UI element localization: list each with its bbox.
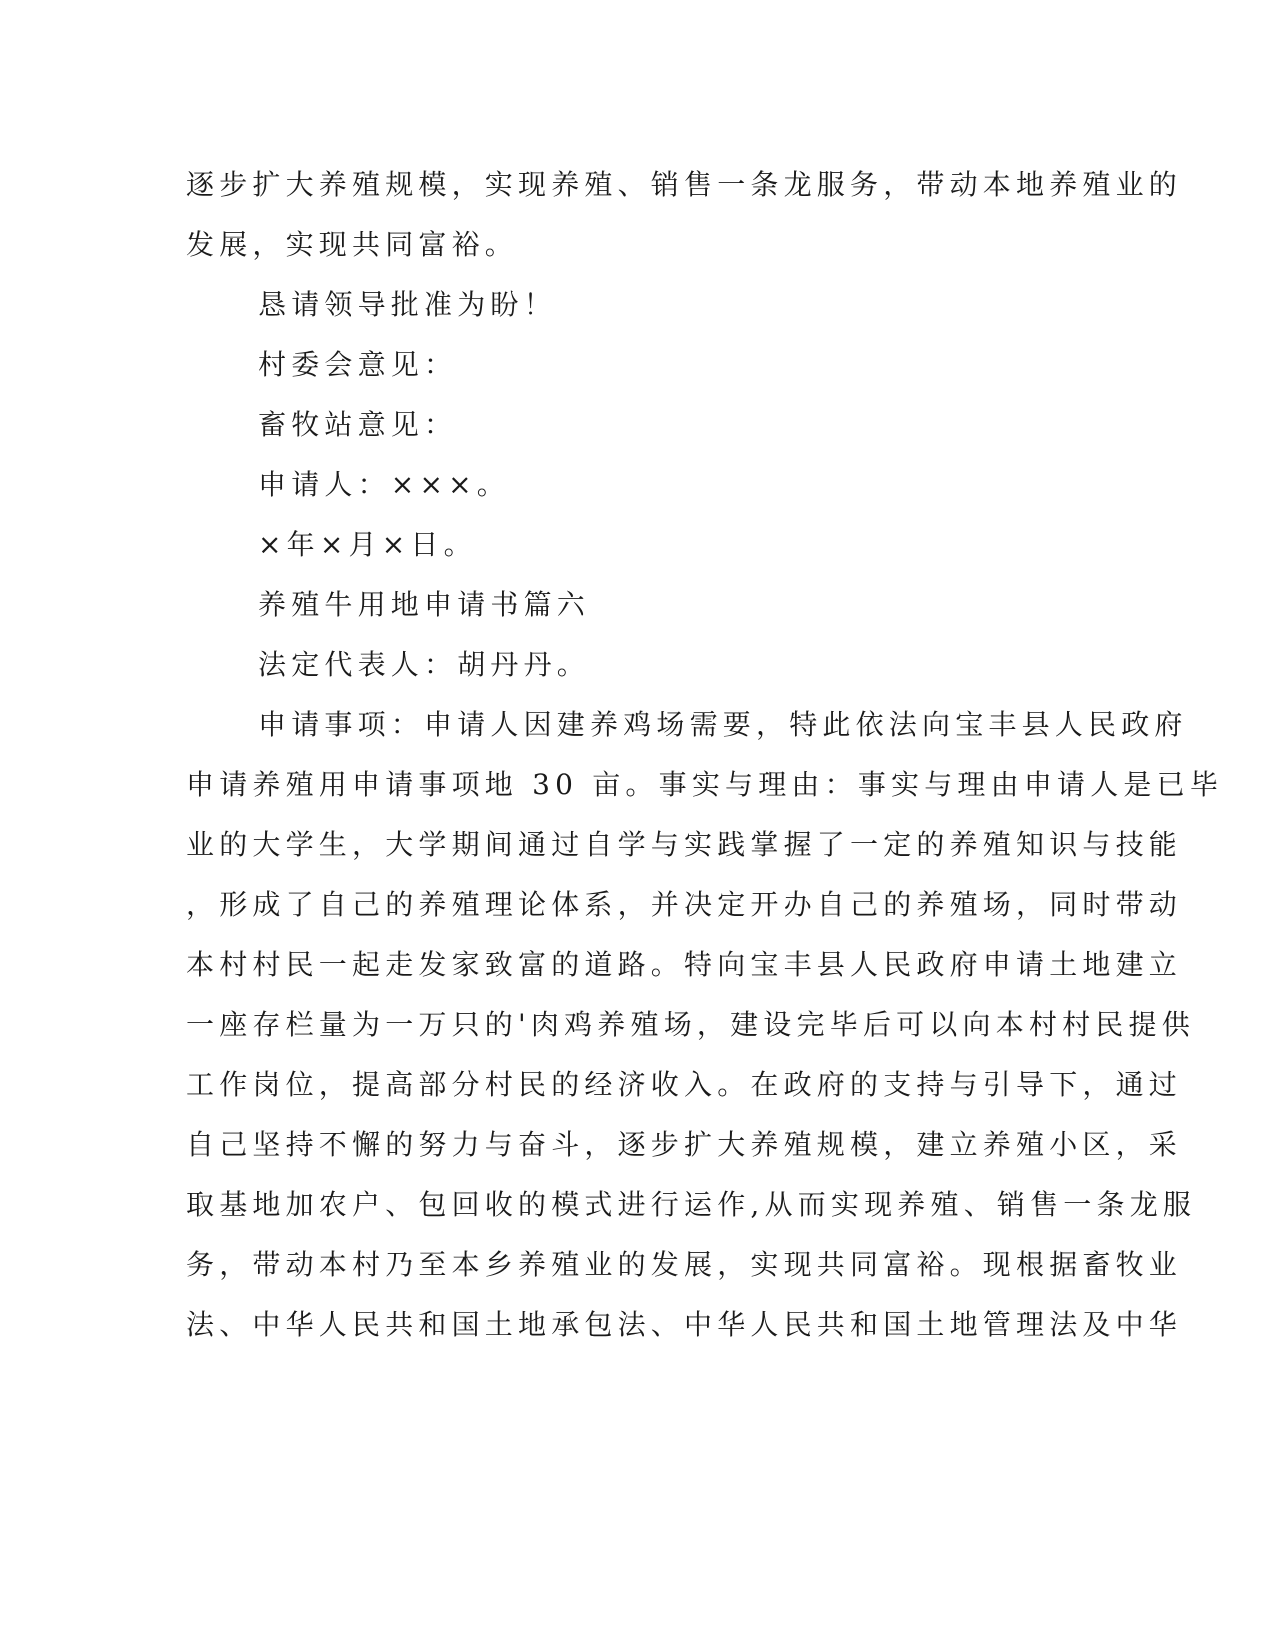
text-line: 本村村民一起走发家致富的道路。特向宝丰县人民政府申请土地建立 bbox=[186, 948, 1183, 981]
section-heading: 养殖牛用地申请书篇六 bbox=[258, 588, 591, 621]
text-line: 务，带动本村乃至本乡养殖业的发展，实现共同富裕。现根据畜牧业 bbox=[186, 1248, 1183, 1281]
text-line: 工作岗位，提高部分村民的经济收入。在政府的支持与引导下，通过 bbox=[186, 1068, 1183, 1101]
text-line: 取基地加农户、包回收的模式进行运作,从而实现养殖、销售一条龙服 bbox=[186, 1188, 1197, 1221]
legal-representative: 法定代表人：胡丹丹。 bbox=[258, 648, 591, 681]
body-text bbox=[186, 155, 1224, 1355]
closing-request: 恳请领导批准为盼！ bbox=[258, 288, 557, 321]
text-line: 法、中华人民共和国土地承包法、中华人民共和国土地管理法及中华 bbox=[186, 1308, 1183, 1341]
date: ×年×月×日。 bbox=[258, 528, 477, 561]
text-line: 申请养殖用申请事项地 30 亩。事实与理由：事实与理由申请人是已毕 bbox=[186, 768, 1224, 801]
text-line: ，形成了自己的养殖理论体系，并决定开办自己的养殖场，同时带动 bbox=[186, 888, 1183, 921]
text-line: 自己坚持不懈的努力与奋斗，逐步扩大养殖规模，建立养殖小区，采 bbox=[186, 1128, 1183, 1161]
livestock-station-opinion: 畜牧站意见： bbox=[258, 408, 458, 441]
applicant: 申请人：×××。 bbox=[258, 468, 510, 501]
text-line: 发展，实现共同富裕。 bbox=[186, 228, 519, 261]
text-line: 业的大学生，大学期间通过自学与实践掌握了一定的养殖知识与技能 bbox=[186, 828, 1183, 861]
text-line: 一座存栏量为一万只的'肉鸡养殖场，建设完毕后可以向本村村民提供 bbox=[186, 1008, 1195, 1041]
text-line: 逐步扩大养殖规模，实现养殖、销售一条龙服务，带动本地养殖业的 bbox=[186, 168, 1183, 201]
village-committee-opinion: 村委会意见： bbox=[258, 348, 458, 381]
text-line: 申请事项：申请人因建养鸡场需要，特此依法向宝丰县人民政府 bbox=[258, 708, 1188, 741]
